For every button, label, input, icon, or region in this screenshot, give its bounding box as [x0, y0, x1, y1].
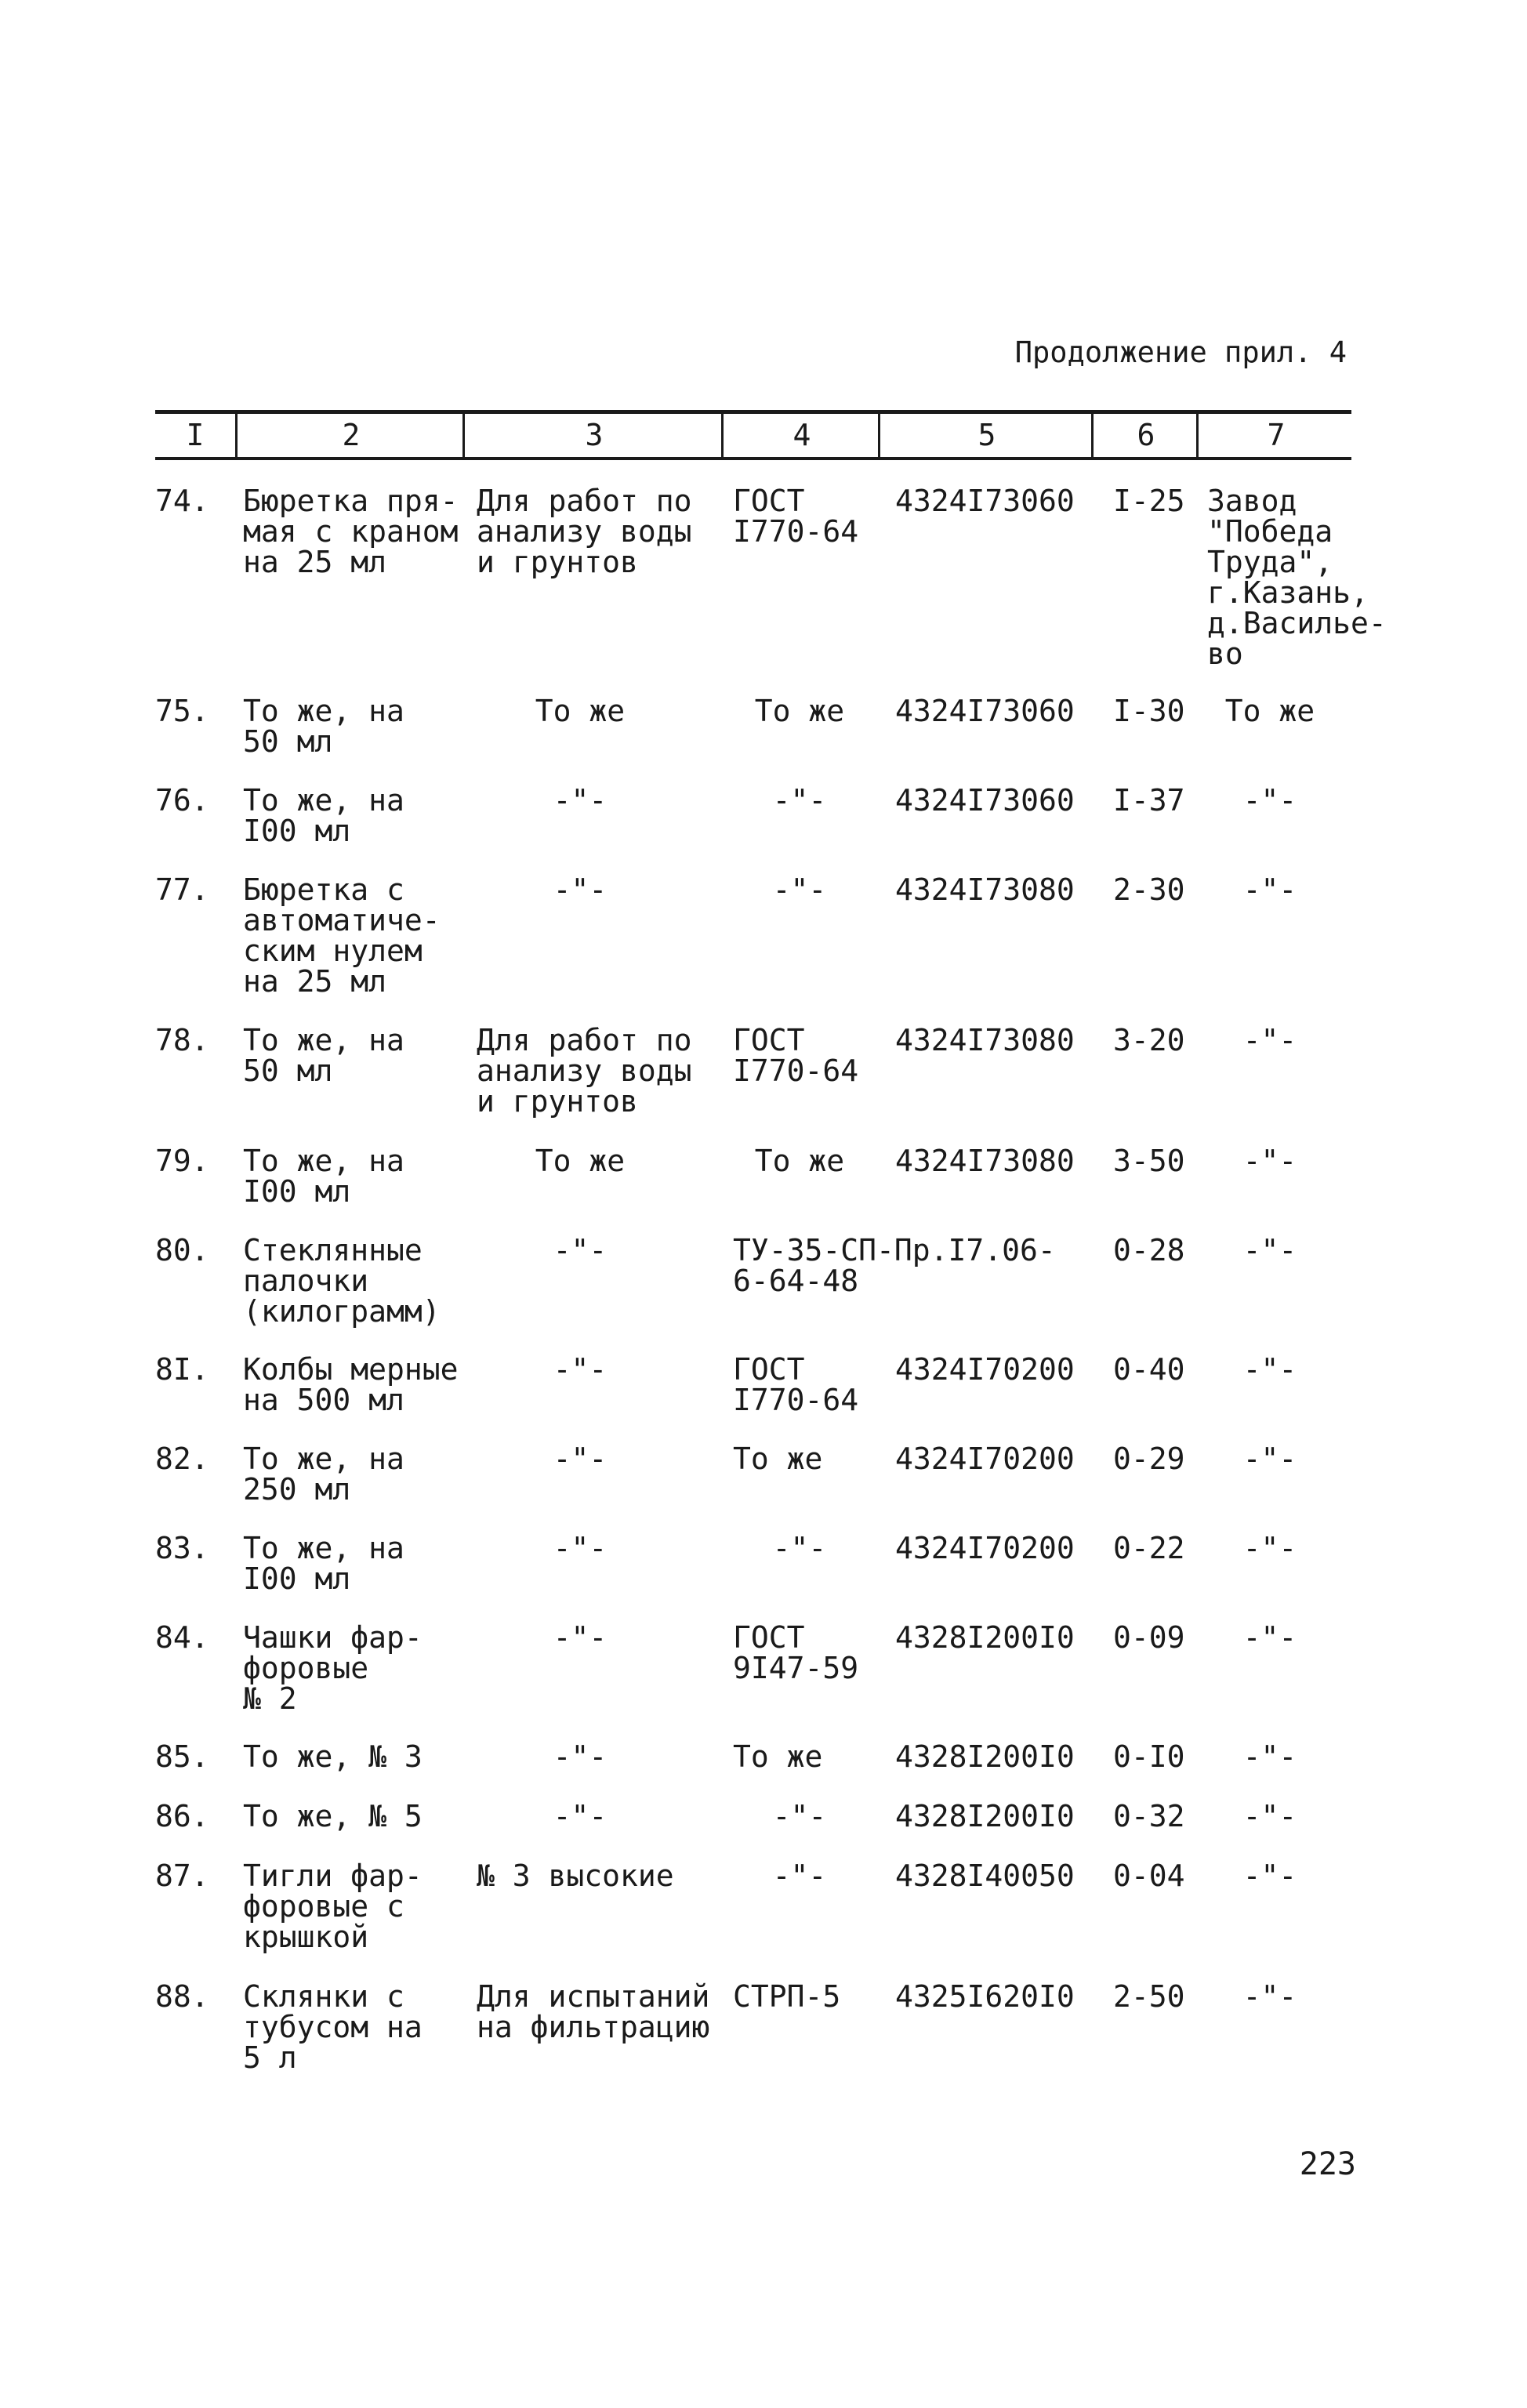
item-supplier: -"- [1242, 1739, 1297, 1774]
item-code: 4328I40050 [895, 1859, 1075, 1893]
row-number: 82. [155, 1442, 209, 1476]
item-purpose: -"- [553, 1799, 608, 1833]
row-number: 77. [155, 872, 209, 907]
item-price: 2-30 [1113, 872, 1185, 907]
item-code: 4328I200I0 [895, 1739, 1075, 1774]
item-standard: -"- [772, 1799, 827, 1833]
item-code: 4324I70200 [895, 1531, 1075, 1565]
item-price: I-30 [1113, 694, 1185, 728]
item-purpose: -"- [553, 872, 608, 907]
item-name: Чашки фар- форовые № 2 [243, 1620, 423, 1716]
item-name: Колбы мерные на 500 мл [243, 1352, 459, 1417]
item-name: Бюретка пря- мая с краном на 25 мл [243, 484, 459, 579]
item-price: 0-I0 [1113, 1739, 1185, 1774]
row-number: 8I. [155, 1352, 209, 1387]
item-standard: То же [754, 1144, 845, 1178]
item-standard: ГОСТ I770-64 [733, 484, 859, 549]
item-supplier: -"- [1242, 1531, 1297, 1565]
item-code: 4324I73080 [895, 872, 1075, 907]
row-number: 87. [155, 1859, 209, 1893]
item-purpose: -"- [553, 1620, 608, 1655]
item-supplier: -"- [1242, 1352, 1297, 1387]
item-price: 3-50 [1113, 1144, 1185, 1178]
column-header-3: 3 [462, 414, 724, 457]
item-price: 0-32 [1113, 1799, 1185, 1833]
item-standard: ТУ-35-СП-Пр.I7.06- 6-64-48 [733, 1233, 1056, 1298]
item-price: 0-40 [1113, 1352, 1185, 1387]
item-code: 4324I70200 [895, 1442, 1075, 1476]
item-code: 4328I200I0 [895, 1799, 1075, 1833]
item-purpose: -"- [553, 1739, 608, 1774]
item-supplier: -"- [1242, 783, 1297, 818]
row-number: 75. [155, 694, 209, 728]
item-code: 4328I200I0 [895, 1620, 1075, 1655]
item-standard: ГОСТ I770-64 [733, 1352, 859, 1417]
item-purpose: Для испытаний на фильтрацию [477, 1979, 710, 2044]
item-code: 4325I620I0 [895, 1979, 1075, 2014]
item-price: I-37 [1113, 783, 1185, 818]
item-price: 0-22 [1113, 1531, 1185, 1565]
row-number: 79. [155, 1144, 209, 1178]
row-number: 74. [155, 484, 209, 518]
item-purpose: -"- [553, 783, 608, 818]
item-purpose: -"- [553, 1442, 608, 1476]
column-header-5: 5 [878, 414, 1094, 457]
item-purpose: Для работ по анализу воды и грунтов [477, 484, 692, 579]
item-name: Склянки с тубусом на 5 л [243, 1979, 423, 2075]
column-header-2: 2 [235, 414, 465, 457]
item-standard: То же [733, 1739, 823, 1774]
item-code: 4324I73060 [895, 783, 1075, 818]
item-name: То же, на I00 мл [243, 1531, 404, 1596]
item-code: 4324I73060 [895, 484, 1075, 518]
item-code: 4324I70200 [895, 1352, 1075, 1387]
row-number: 85. [155, 1739, 209, 1774]
item-standard: -"- [772, 783, 827, 818]
item-name: То же, на I00 мл [243, 1144, 404, 1209]
column-header-7: 7 [1196, 414, 1354, 457]
row-number: 78. [155, 1023, 209, 1057]
item-price: 0-28 [1113, 1233, 1185, 1267]
item-purpose: То же [535, 1144, 626, 1178]
item-name: Бюретка с автоматиче- ским нулем на 25 мл [243, 872, 441, 999]
column-header-1: I [186, 418, 205, 452]
item-name: То же, на I00 мл [243, 783, 404, 848]
item-purpose: -"- [553, 1233, 608, 1267]
item-purpose: Для работ по анализу воды и грунтов [477, 1023, 692, 1119]
item-supplier: -"- [1242, 1442, 1297, 1476]
item-name: Стеклянные палочки (килограмм) [243, 1233, 441, 1329]
item-name: То же, № 3 [243, 1739, 423, 1774]
item-purpose: -"- [553, 1531, 608, 1565]
item-supplier: -"- [1242, 1979, 1297, 2014]
item-supplier: -"- [1242, 1620, 1297, 1655]
item-supplier: -"- [1242, 1023, 1297, 1057]
item-price: 0-04 [1113, 1859, 1185, 1893]
item-code: 4324I73080 [895, 1144, 1075, 1178]
item-purpose: То же [535, 694, 626, 728]
item-purpose: № 3 высокие [477, 1859, 674, 1893]
item-price: 0-29 [1113, 1442, 1185, 1476]
item-standard: То же [754, 694, 845, 728]
item-standard: -"- [772, 1859, 827, 1893]
item-supplier: То же [1224, 694, 1315, 728]
item-price: 2-50 [1113, 1979, 1185, 2014]
item-supplier: -"- [1242, 1799, 1297, 1833]
item-supplier: -"- [1242, 1144, 1297, 1178]
table-header [155, 410, 1351, 460]
item-standard: То же [733, 1442, 823, 1476]
row-number: 88. [155, 1979, 209, 2014]
item-code: 4324I73080 [895, 1023, 1075, 1057]
item-standard: СТРП-5 [733, 1979, 841, 2014]
item-purpose: -"- [553, 1352, 608, 1387]
item-name: То же, на 50 мл [243, 694, 404, 759]
item-price: 3-20 [1113, 1023, 1185, 1057]
row-number: 83. [155, 1531, 209, 1565]
column-header-6: 6 [1091, 414, 1199, 457]
row-number: 76. [155, 783, 209, 818]
page-number: 223 [1299, 2146, 1356, 2182]
row-number: 80. [155, 1233, 209, 1267]
item-standard: ГОСТ 9I47-59 [733, 1620, 859, 1685]
item-standard: ГОСТ I770-64 [733, 1023, 859, 1088]
table-caption: Продолжение прил. 4 [1014, 335, 1347, 369]
row-number: 84. [155, 1620, 209, 1655]
item-supplier: -"- [1242, 872, 1297, 907]
row-number: 86. [155, 1799, 209, 1833]
item-name: То же, № 5 [243, 1799, 423, 1833]
item-supplier: Завод "Победа Труда", г.Казань, д.Василье- во [1207, 484, 1387, 671]
item-standard: -"- [772, 872, 827, 907]
item-code: 4324I73060 [895, 694, 1075, 728]
item-name: То же, на 250 мл [243, 1442, 404, 1507]
item-name: Тигли фар- форовые с крышкой [243, 1859, 423, 1954]
item-price: 0-09 [1113, 1620, 1185, 1655]
item-standard: -"- [772, 1531, 827, 1565]
item-price: I-25 [1113, 484, 1185, 518]
column-header-4: 4 [721, 414, 880, 457]
item-name: То же, на 50 мл [243, 1023, 404, 1088]
item-supplier: -"- [1242, 1859, 1297, 1893]
item-supplier: -"- [1242, 1233, 1297, 1267]
